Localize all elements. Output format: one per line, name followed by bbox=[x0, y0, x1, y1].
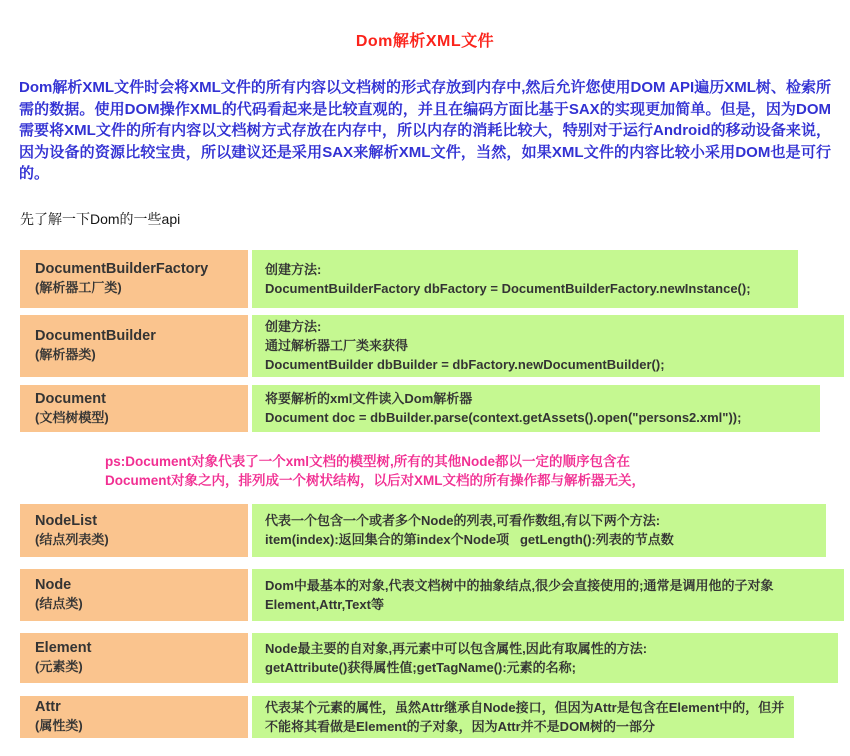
api-desc-line: Dom中最基本的对象,代表文档树中的抽象结点,很少会直接使用的;通常是调用他的子对象 bbox=[265, 577, 774, 593]
api-desc-line: DocumentBuilder dbBuilder = dbFactory.newDocumentBuilder(); bbox=[265, 357, 665, 372]
api-desc-cell bbox=[252, 696, 794, 738]
api-row-element bbox=[20, 633, 850, 683]
api-desc-line: Node最主要的自对象,再元素中可以包含属性,因此有取属性的方法: bbox=[265, 640, 648, 656]
api-class-cell bbox=[20, 569, 248, 621]
api-class-cell bbox=[20, 633, 248, 683]
intro-paragraph: Dom解析XML文件时会将XML文件的所有内容以文档树的形式存放到内存中,然后允许您使用DOM API遍历XML树、检索所需的数据。使用DOM操作XML的代码看起来是比较直观的，并且在编码方面比基于SAX的实现更加简单。但是，因为DOM需要将XML文件的所有内容以文档树方式存放在内存中，所以内存的消耗比较大，特别对于运行Android的移动设备来说，因为设备的资源比较宝贵，所以建议还是采用SAX来解析XML文件，当然，如果XML文件的内容比较小采用DOM也是可行的。 bbox=[19, 79, 831, 182]
api-class-name: Attr bbox=[35, 699, 61, 715]
api-row-node bbox=[20, 569, 850, 621]
note-line: ps:Document对象代表了一个xml文档的模型树,所有的其他Node都以一定的顺序包含在 bbox=[105, 453, 631, 469]
api-desc-cell bbox=[252, 250, 798, 308]
api-class-cell bbox=[20, 504, 248, 557]
api-desc-line: getAttribute()获得属性值;getTagName():元素的名称; bbox=[265, 659, 577, 675]
api-class-cell bbox=[20, 385, 248, 432]
api-row-document bbox=[20, 385, 850, 432]
api-class-subtitle: (解析器工厂类) bbox=[35, 280, 122, 295]
api-class-subtitle: (属性类) bbox=[35, 718, 83, 733]
section-label: 先了解一下Dom的一些api bbox=[20, 210, 181, 227]
api-class-name: Document bbox=[35, 390, 106, 407]
api-class-name: NodeList bbox=[35, 512, 98, 529]
api-desc-line: DocumentBuilderFactory dbFactory = DocumentBuilderFactory.newInstance(); bbox=[265, 280, 751, 296]
api-class-name: DocumentBuilderFactory bbox=[35, 261, 209, 277]
api-desc-line: 代表一个包含一个或者多个Node的列表,可看作数组,有以下两个方法: bbox=[265, 513, 661, 528]
api-desc-cell bbox=[252, 633, 838, 683]
api-desc-line: Document doc = dbBuilder.parse(context.getAssets().open("persons2.xml")); bbox=[265, 410, 742, 425]
api-row-attr bbox=[20, 696, 850, 738]
api-desc-line: 创建方法: bbox=[265, 319, 322, 334]
api-class-cell bbox=[20, 315, 248, 377]
api-desc-cell bbox=[252, 504, 826, 557]
page-title: Dom解析XML文件 bbox=[355, 33, 495, 50]
api-class-name: DocumentBuilder bbox=[35, 328, 156, 344]
article-page bbox=[0, 28, 850, 756]
api-class-cell bbox=[20, 696, 248, 738]
api-class-name: Element bbox=[35, 640, 92, 656]
api-desc-line: 将要解析的xml文件读入Dom解析器 bbox=[265, 391, 473, 406]
note-line: Document对象之内，排列成一个树状结构，以后对XML文档的所有操作都与解析器无关， bbox=[105, 472, 645, 488]
api-desc-line: 创建方法: bbox=[265, 261, 322, 277]
api-row-nodelist bbox=[20, 504, 850, 557]
api-class-subtitle: (解析器类) bbox=[35, 347, 96, 362]
api-desc-line: 不能将其看做是Element的子对象，因为Attr并不是DOM树的一部分 bbox=[265, 718, 656, 734]
api-class-subtitle: (结点类) bbox=[35, 596, 83, 611]
api-desc-line: 通过解析器工厂类来获得 bbox=[265, 338, 409, 353]
api-row-documentbuilder bbox=[20, 315, 850, 377]
api-table bbox=[20, 250, 850, 738]
api-desc-line: Element,Attr,Text等 bbox=[265, 596, 384, 612]
document-note bbox=[105, 452, 850, 490]
api-class-name: Node bbox=[35, 577, 72, 593]
api-class-subtitle: (文档树模型) bbox=[35, 409, 109, 425]
api-class-subtitle: (元素类) bbox=[35, 659, 83, 674]
api-desc-line: item(index):返回集合的第index个Node项 getLength():列表的节点数 bbox=[265, 532, 674, 547]
api-desc-cell bbox=[252, 315, 844, 377]
api-row-documentbuilderfactory bbox=[20, 250, 850, 308]
api-desc-cell bbox=[252, 569, 844, 621]
api-desc-cell bbox=[252, 385, 820, 432]
api-class-cell bbox=[20, 250, 248, 308]
api-class-subtitle: (结点列表类) bbox=[35, 531, 109, 547]
api-desc-line: 代表某个元素的属性，虽然Attr继承自Node接口，但因为Attr是包含在Element中的，但并 bbox=[265, 699, 785, 715]
